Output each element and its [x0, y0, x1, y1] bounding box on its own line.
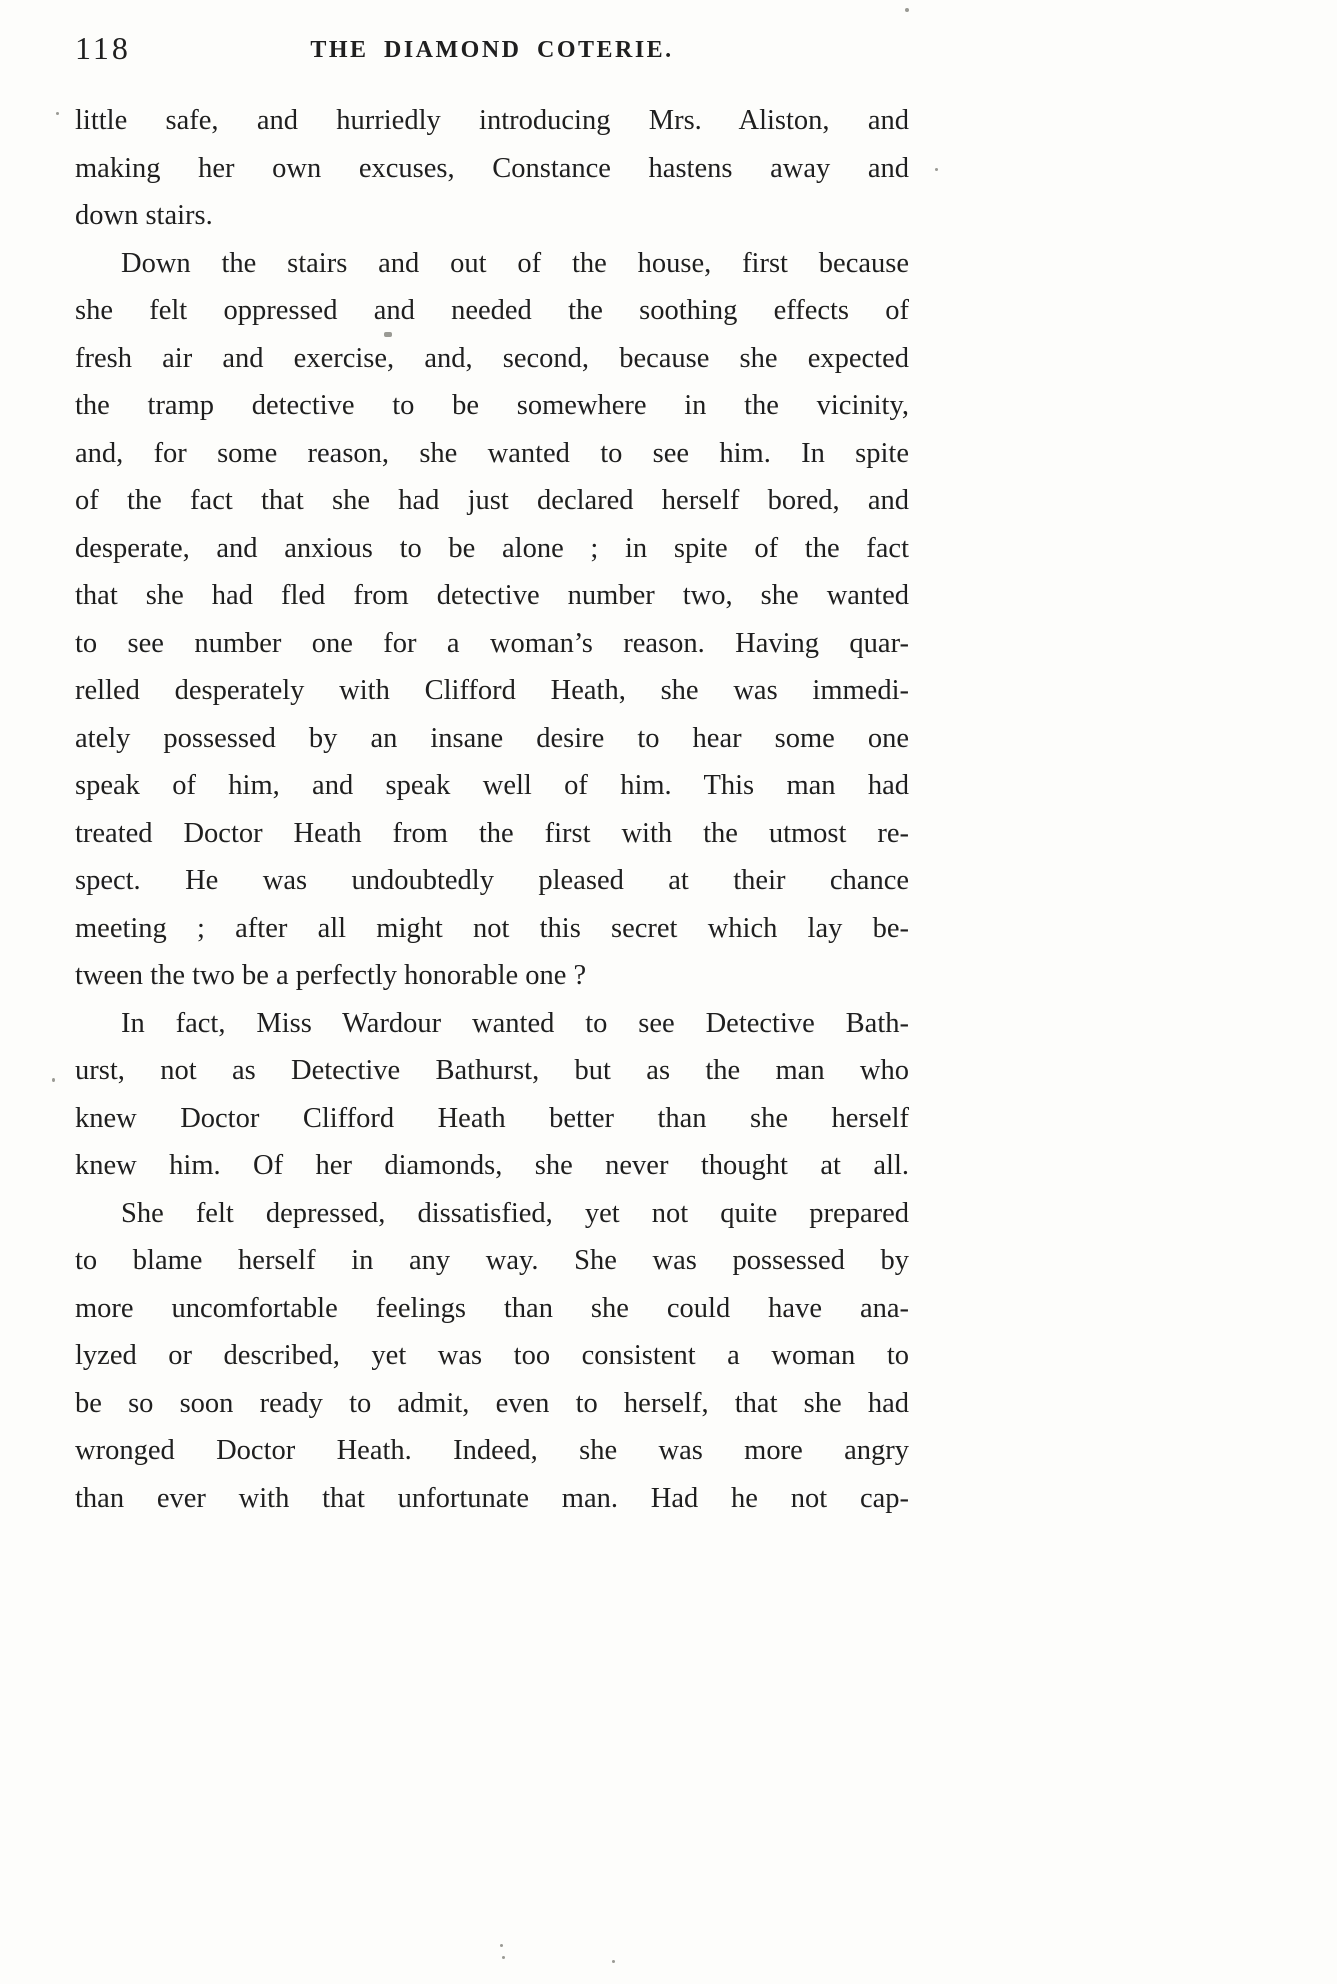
page-number: 118 [75, 30, 131, 66]
text-line: fresh air and exercise, and, second, because she expected [75, 342, 909, 374]
text-line: she felt oppressed and needed the soothing effects of [75, 295, 909, 326]
text-line: that she had fled from detective number two, she wanted [75, 580, 909, 611]
text-line: treated Doctor Heath from the first with the utmost re- [75, 817, 909, 849]
text-line: ately possessed by an insane desire to hear some one [75, 722, 909, 754]
text-line: urst, not as Detective Bathurst, but as the man who [75, 1055, 909, 1086]
scan-speck [905, 8, 909, 12]
running-header: THE DIAMOND COTERIE. [310, 37, 674, 63]
text-line: knew Doctor Clifford Heath better than she herself [75, 1102, 909, 1134]
scan-speck [56, 112, 59, 115]
text-line: knew him. Of her diamonds, she never thought at all. [75, 1150, 909, 1181]
text-line: to blame herself in any way. She was possessed by [75, 1245, 909, 1276]
text-line: speak of him, and speak well of him. This man had [75, 770, 909, 801]
text-line: down stairs. [75, 200, 213, 231]
scan-speck [935, 168, 938, 171]
text-line: She felt depressed, dissatisfied, yet not quite prepared [121, 1197, 909, 1229]
text-line: little safe, and hurriedly introducing Mrs. Aliston, and [75, 105, 909, 136]
scan-speck [502, 1956, 505, 1959]
text-line: tween the two be a perfectly honorable one ? [75, 960, 587, 991]
text-line: spect. He was undoubtedly pleased at their chance [75, 865, 909, 896]
text-line: desperate, and anxious to be alone ; in spite of the fact [75, 532, 909, 564]
text-line: relled desperately with Clifford Heath, she was immedi- [75, 675, 909, 706]
text-line: wronged Doctor Heath. Indeed, she was more angry [75, 1435, 909, 1466]
scan-speck [612, 1960, 615, 1963]
text-line: to see number one for a woman’s reason. Having quar- [75, 627, 909, 659]
page-text [75, 97, 909, 1522]
text-line: than ever with that unfortunate man. Had he not cap- [75, 1482, 909, 1514]
text-line: be so soon ready to admit, even to herself, that she had [75, 1387, 909, 1419]
text-line: more uncomfortable feelings than she could have ana- [75, 1292, 909, 1324]
text-line: In fact, Miss Wardour wanted to see Detective Bath- [121, 1007, 909, 1039]
text-line: and, for some reason, she wanted to see him. In spite [75, 437, 909, 469]
scan-speck [52, 1078, 55, 1082]
text-line: Down the stairs and out of the house, first because [121, 247, 909, 279]
page-header [75, 30, 909, 74]
text-line: making her own excuses, Constance hastens away and [75, 152, 909, 184]
text-line: the tramp detective to be somewhere in the vicinity, [75, 390, 909, 421]
text-line: of the fact that she had just declared herself bored, and [75, 485, 909, 516]
text-line: lyzed or described, yet was too consistent a woman to [75, 1340, 909, 1371]
scan-speck [384, 332, 392, 337]
text-line: meeting ; after all might not this secret which lay be- [75, 912, 909, 944]
scan-speck [500, 1944, 503, 1947]
